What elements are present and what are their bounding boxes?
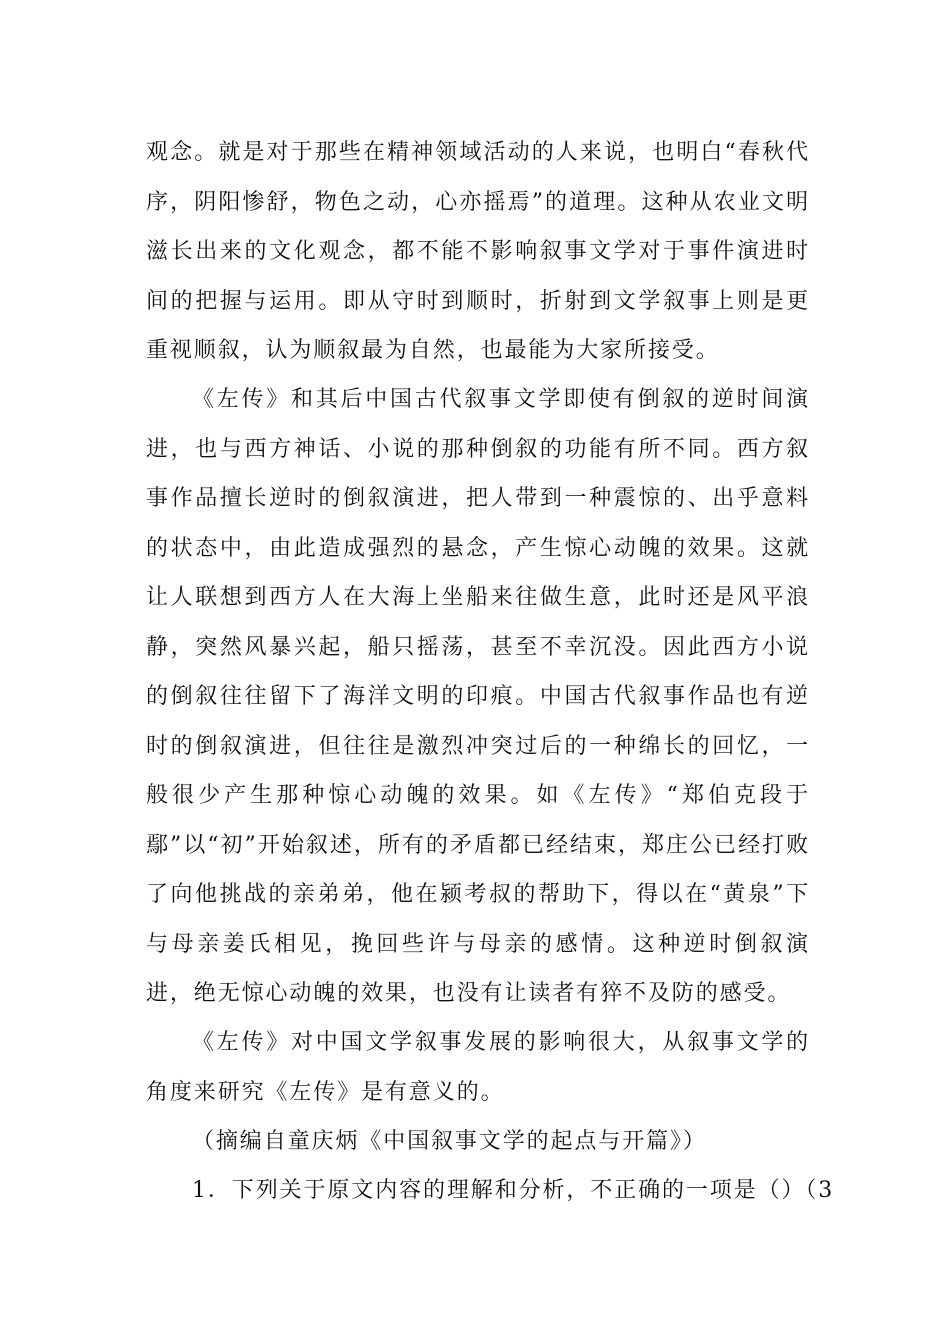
source-citation: （摘编自童庆炳《中国叙事文学的起点与开篇》） — [192, 1129, 707, 1154]
question-1: 1．下列关于原文内容的理解和分析，不正确的一项是（）（3 — [192, 1178, 835, 1203]
paragraph-agricultural-culture: 观念。就是对于那些在精神领域活动的人来说，也明白“春秋代序，阴阳惨舒，物色之动，心亦摇焉”的道理。这种从农业文明滋长出来的文化观念，都不能不影响叙事文学对于事件演进时间的把握与运用。即从守时到顺时，折射到文学叙事上则是更重视顺叙，认为顺叙最为自然，也最能为大家所接受。 — [146, 140, 810, 363]
paragraph-flashback-comparison: 《左传》和其后中国古代叙事文学即使有倒叙的逆时间演进，也与西方神话、小说的那种倒叙的功能有所不同。西方叙事作品擅长逆时的倒叙演进，把人带到一种震惊的、出乎意料的状态中，由此造成强烈的悬念，产生惊心动魄的效果。这就让人联想到西方人在大海上坐船来往做生意，此时还是风平浪静，突然风暴兴起，船只摇荡，甚至不幸沉没。因此西方小说的倒叙往往留下了海洋文明的印痕。中国古代叙事作品也有逆时的倒叙演进，但往往是激烈冲突过后的一种绵长的回忆，一般很少产生那种惊心动魄的效果。如《左传》“郑伯克段于鄢”以“初”开始叙述，所有的矛盾都已经结束，郑庄公已经打败了向他挑战的亲弟弟，他在颍考叔的帮助下，得以在“黄泉”下与母亲姜氏相见，挽回些许与母亲的感情。这种逆时倒叙演进，绝无惊心动魄的效果，也没有让读者有猝不及防的感受。 — [146, 387, 810, 1006]
paragraph-conclusion: 《左传》对中国文学叙事发展的影响很大，从叙事文学的角度来研究《左传》是有意义的。 — [146, 1030, 810, 1105]
